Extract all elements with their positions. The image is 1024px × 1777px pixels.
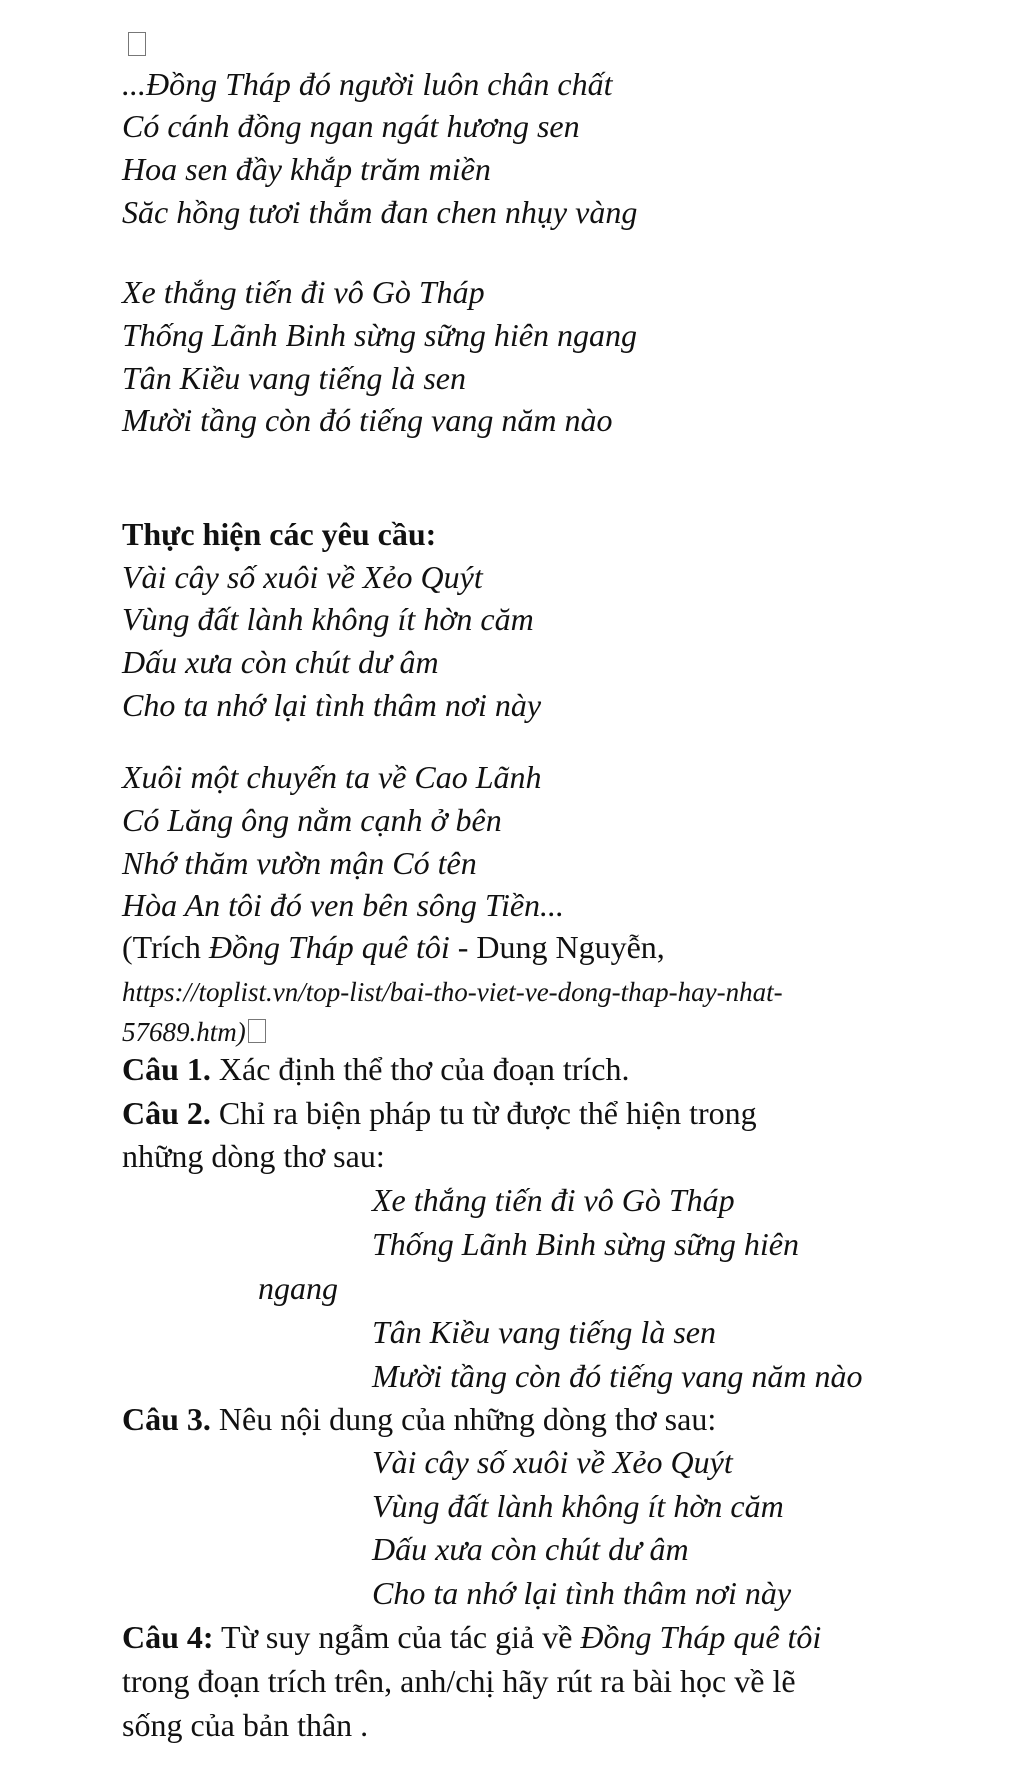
question-label: Câu 1. bbox=[122, 1051, 211, 1087]
question-label: Câu 2. bbox=[122, 1095, 211, 1131]
source-url-end bbox=[122, 1012, 266, 1052]
question-1 bbox=[122, 1049, 629, 1089]
poem-line: Thống Lãnh Binh sừng sững hiên ngang bbox=[122, 317, 637, 353]
source-author: - Dung Nguyễn, bbox=[449, 929, 665, 965]
quoted-line: Dấu xưa còn chút dư âm bbox=[372, 1531, 689, 1567]
quoted-line: Vùng đất lành không ít hờn căm bbox=[372, 1488, 784, 1524]
question-text: Từ suy ngẫm của tác giả về bbox=[213, 1619, 581, 1655]
question-text: Chỉ ra biện pháp tu từ được thể hiện trong bbox=[210, 1095, 757, 1131]
placeholder-box-icon bbox=[248, 1019, 266, 1043]
source-url: https://toplist.vn/top-list/bai-tho-viet-ve-dong-thap-hay-nhat- bbox=[122, 977, 783, 1007]
question-title: Đồng Tháp quê tôi bbox=[580, 1619, 822, 1655]
question-label: Câu 4: bbox=[122, 1619, 214, 1655]
poem-line: Săc hồng tươi thắm đan chen nhụy vàng bbox=[122, 194, 638, 230]
poem-line: Dấu xưa còn chút dư âm bbox=[122, 644, 439, 680]
source-citation bbox=[122, 927, 665, 967]
question-text: Xác định thể thơ của đoạn trích. bbox=[210, 1051, 630, 1087]
question-text-cont: trong đoạn trích trên, anh/chị hãy rút ra bài học về lẽ bbox=[122, 1663, 796, 1699]
question-3 bbox=[122, 1399, 716, 1439]
poem-line: Xe thắng tiến đi vô Gò Tháp bbox=[122, 274, 485, 310]
quoted-line: Thống Lãnh Binh sừng sững hiên bbox=[372, 1226, 799, 1262]
poem-line: Hòa An tôi đó ven bên sông Tiền... bbox=[122, 887, 565, 923]
placeholder-box-icon bbox=[128, 32, 146, 56]
quoted-line: ngang bbox=[258, 1270, 338, 1306]
poem-line: Mười tầng còn đó tiếng vang năm nào bbox=[122, 402, 613, 438]
question-text-cont: những dòng thơ sau: bbox=[122, 1138, 385, 1174]
source-url-tail: 57689.htm) bbox=[122, 1017, 246, 1047]
source-open: (Trích bbox=[122, 929, 209, 965]
source-title: Đồng Tháp quê tôi bbox=[208, 929, 450, 965]
quoted-line: Vài cây số xuôi về Xẻo Quýt bbox=[372, 1444, 733, 1480]
question-text: Nêu nội dung của những dòng thơ sau: bbox=[210, 1401, 717, 1437]
poem-line: Nhớ thăm vườn mận Có tên bbox=[122, 845, 477, 881]
section-heading: Thực hiện các yêu cầu: bbox=[122, 516, 437, 552]
poem-line: Hoa sen đầy khắp trăm miền bbox=[122, 151, 491, 187]
poem-line: Cho ta nhớ lại tình thâm nơi này bbox=[122, 687, 542, 723]
question-2 bbox=[122, 1093, 757, 1133]
quoted-line: Mười tầng còn đó tiếng vang năm nào bbox=[372, 1358, 863, 1394]
quoted-line: Cho ta nhớ lại tình thâm nơi này bbox=[372, 1575, 792, 1611]
poem-line: Xuôi một chuyến ta về Cao Lãnh bbox=[122, 759, 542, 795]
quoted-line: Tân Kiều vang tiếng là sen bbox=[372, 1314, 716, 1350]
poem-line: Có cánh đồng ngan ngát hương sen bbox=[122, 108, 580, 144]
poem-line: Có Lăng ông nằm cạnh ở bên bbox=[122, 802, 502, 838]
poem-line: Vùng đất lành không ít hờn căm bbox=[122, 601, 534, 637]
poem-line: Tân Kiều vang tiếng là sen bbox=[122, 360, 466, 396]
poem-line: Vài cây số xuôi về Xẻo Quýt bbox=[122, 559, 483, 595]
question-4 bbox=[122, 1617, 821, 1657]
question-text-cont: sống của bản thân . bbox=[122, 1707, 369, 1743]
question-label: Câu 3. bbox=[122, 1401, 211, 1437]
poem-line: ...Đồng Tháp đó người luôn chân chất bbox=[122, 66, 613, 102]
quoted-line: Xe thắng tiến đi vô Gò Tháp bbox=[372, 1182, 735, 1218]
